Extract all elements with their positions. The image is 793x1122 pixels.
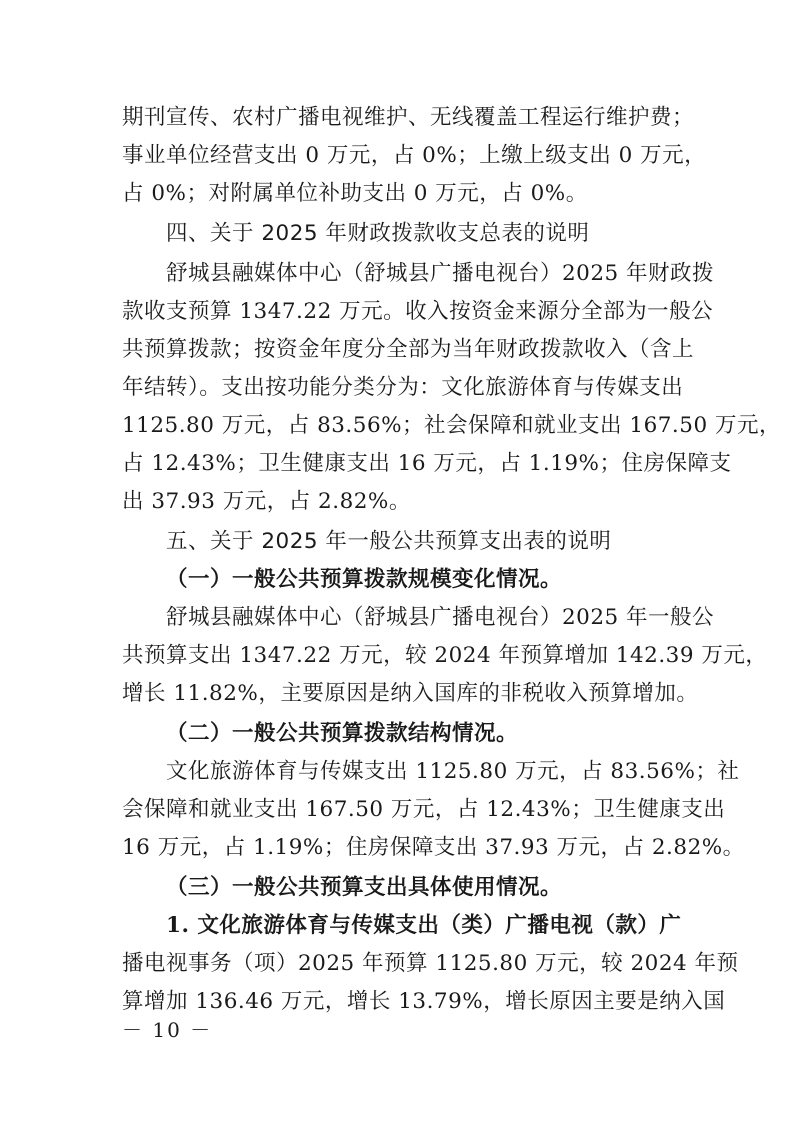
body-line-1: 期刊宣传、农村广播电视维护、无线覆盖工程运行维护费； (122, 105, 695, 130)
subheading-1: （一）一般公共预算拨款规模变化情况。 (166, 567, 563, 592)
body-line-23: 播电视事务（项）2025 年预算 1125.80 万元，较 2024 年预 (122, 951, 739, 976)
section-heading-4: 四、关于 2025 年财政拨款收支总表的说明 (166, 221, 590, 246)
subheading-3: （三）一般公共预算支出具体使用情况。 (166, 875, 563, 900)
page-number: － 10 － (122, 1018, 213, 1042)
section-heading-5: 五、关于 2025 年一般公共预算支出表的说明 (166, 529, 612, 554)
body-line-20: 16 万元，占 1.19%；住房保障支出 37.93 万元，占 2.82%。 (122, 835, 745, 860)
body-line-19: 会保障和就业支出 167.50 万元，占 12.43%；卫生健康支出 (122, 797, 726, 822)
body-line-18: 文化旅游体育与传媒支出 1125.80 万元，占 83.56%；社 (166, 759, 740, 784)
body-line-16: 增长 11.82%，主要原因是纳入国库的非税收入预算增加。 (122, 681, 699, 706)
subheading-2: （二）一般公共预算拨款结构情况。 (166, 721, 519, 746)
body-line-15: 共预算支出 1347.22 万元，较 2024 年预算增加 142.39 万元， (122, 643, 768, 668)
body-line-24: 算增加 136.46 万元，增长 13.79%，增长原因主要是纳入国 (122, 989, 726, 1014)
body-line-11: 出 37.93 万元，占 2.82%。 (122, 489, 411, 514)
body-line-2: 事业单位经营支出 0 万元，占 0%；上缴上级支出 0 万元， (122, 143, 707, 168)
body-line-6: 款收支预算 1347.22 万元。收入按资金来源分全部为一般公 (122, 299, 714, 324)
body-line-3: 占 0%；对附属单位补助支出 0 万元，占 0%。 (122, 181, 588, 206)
body-line-22: 1. 文化旅游体育与传媒支出（类）广播电视（款）广 (166, 913, 682, 938)
body-line-10: 占 12.43%；卫生健康支出 16 万元，占 1.19%；住房保障支 (122, 451, 732, 476)
body-line-9: 1125.80 万元，占 83.56%；社会保障和就业支出 167.50 万元， (122, 413, 781, 438)
body-line-14: 舒城县融媒体中心（舒城县广播电视台）2025 年一般公 (166, 605, 715, 630)
body-line-7: 共预算拨款；按资金年度分全部为当年财政拨款收入（含上 (122, 337, 695, 362)
body-line-8: 年结转）。支出按功能分类分为：文化旅游体育与传媒支出 (122, 375, 684, 400)
body-line-5: 舒城县融媒体中心（舒城县广播电视台）2025 年财政拨 (166, 261, 715, 286)
